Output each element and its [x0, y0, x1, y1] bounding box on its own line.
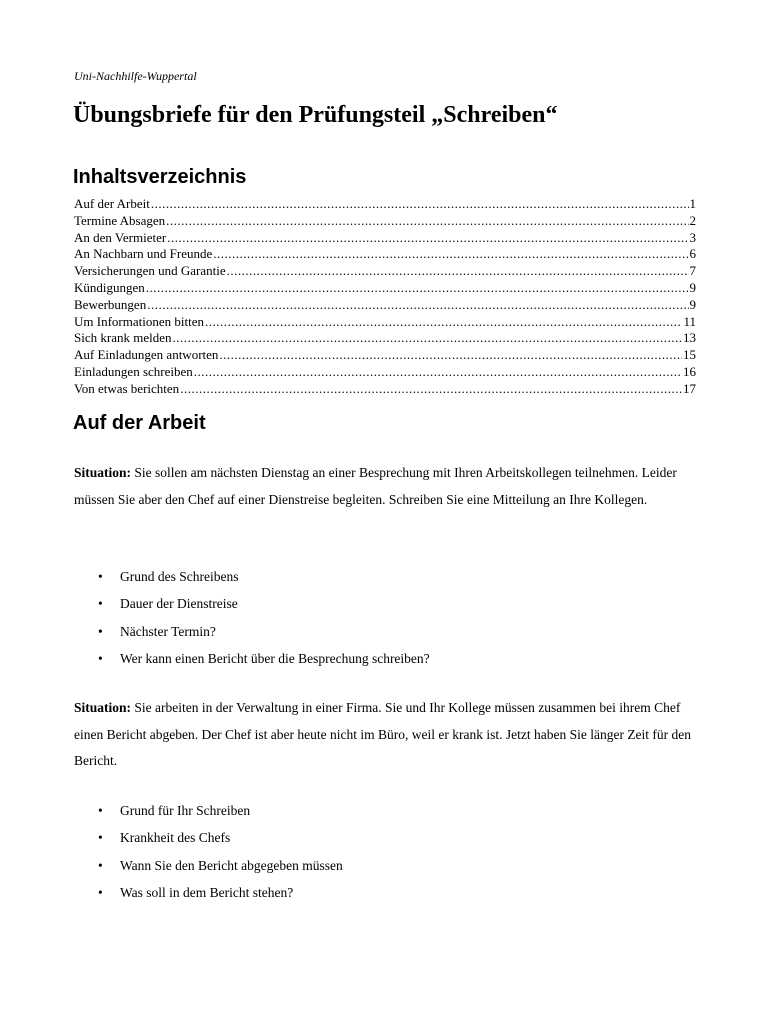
list-item	[98, 801, 343, 828]
toc-entry-title: Bewerbungen	[74, 296, 147, 312]
toc-entry-title: Auf Einladungen antworten	[74, 347, 219, 363]
list-item-text: Grund für Ihr Schreiben	[120, 803, 251, 818]
toc-leader	[205, 314, 683, 331]
toc-heading: Inhaltsverzeichnis	[73, 166, 247, 188]
toc-entry-page: 15	[683, 347, 696, 363]
toc-entry[interactable]	[74, 196, 696, 213]
toc-entry-page: 3	[689, 229, 696, 245]
list-item	[98, 567, 430, 594]
toc-leader	[151, 196, 689, 213]
list-item	[98, 594, 430, 621]
toc-entry-title: Kündigungen	[74, 279, 145, 295]
toc-entry-title: Einladungen schreiben	[74, 363, 193, 379]
bullet-list	[98, 567, 430, 676]
toc-entry[interactable]	[74, 297, 696, 314]
toc-entry-title: Sich krank melden	[74, 330, 172, 346]
toc-entry-page: 1	[689, 196, 696, 211]
bullet-icon: •	[98, 830, 103, 846]
toc-entry-page: 7	[689, 263, 696, 279]
table-of-contents	[74, 196, 696, 398]
toc-entry[interactable]	[74, 364, 696, 381]
bullet-icon: •	[98, 857, 103, 873]
toc-entry-page: 9	[689, 296, 696, 312]
bullet-icon: •	[98, 623, 103, 639]
toc-entry-title: An Nachbarn und Freunde	[74, 246, 213, 262]
list-item	[98, 828, 343, 855]
list-item	[98, 856, 343, 883]
list-item	[98, 649, 430, 676]
list-item-text: Dauer der Dienstreise	[120, 596, 238, 612]
toc-entry-title: Von etwas berichten	[74, 380, 180, 396]
toc-entry[interactable]	[74, 314, 696, 331]
list-item-text: Wer kann einen Bericht über die Besprechung schreiben?	[120, 650, 430, 666]
toc-entry[interactable]	[74, 263, 696, 280]
bullet-icon: •	[98, 596, 103, 612]
toc-leader	[219, 347, 682, 364]
toc-entry-page: 17	[683, 380, 696, 396]
situation-label: Situation:	[74, 465, 132, 480]
list-item-text: Was soll in dem Bericht stehen?	[120, 884, 294, 900]
toc-entry[interactable]	[74, 230, 696, 247]
section-heading: Auf der Arbeit	[73, 412, 206, 434]
toc-entry[interactable]	[74, 280, 696, 297]
toc-entry-title: Termine Absagen	[74, 212, 166, 228]
list-item-text: Nächster Termin?	[120, 623, 216, 639]
situation-text: Sie arbeiten in der Verwaltung in einer Firma. Sie und Ihr Kollege müssen zusammen bei ihrem Chef einen Bericht abgeben. Der Chef ist aber heute nicht im Büro, weil er krank ist. Jetzt haben Sie länger Zeit für den Bericht.	[74, 700, 692, 768]
situation-label: Situation:	[74, 700, 132, 715]
toc-entry-page: 13	[683, 330, 696, 346]
situation-paragraph	[74, 460, 698, 513]
toc-entry-title: Versicherungen und Garantie	[74, 263, 226, 279]
toc-leader	[227, 263, 689, 280]
toc-entry-title: Auf der Arbeit	[74, 196, 150, 211]
toc-entry-page: 9	[689, 279, 696, 295]
bullet-icon: •	[98, 569, 103, 584]
toc-leader	[172, 330, 682, 347]
bullet-icon: •	[98, 884, 103, 900]
situation-text: Sie sollen am nächsten Dienstag an einer Besprechung mit Ihren Arbeitskollegen teilnehmen. Leider müssen Sie aber den Chef auf einer Dienstreise begleiten. Schreiben Sie eine Mitteilung an Ihre Kollegen.	[74, 465, 677, 507]
list-item	[98, 622, 430, 649]
toc-entry[interactable]	[74, 330, 696, 347]
toc-entry-page: 6	[689, 246, 696, 262]
toc-leader	[147, 297, 688, 314]
toc-entry[interactable]	[74, 347, 696, 364]
toc-entry-page: 16	[683, 363, 696, 379]
toc-leader	[180, 381, 682, 398]
toc-leader	[213, 246, 688, 263]
bullet-icon: •	[98, 650, 103, 666]
situation-paragraph	[74, 695, 698, 775]
list-item-text: Wann Sie den Bericht abgegeben müssen	[120, 857, 343, 873]
toc-entry-title: An den Vermieter	[74, 229, 167, 245]
toc-entry-title: Um Informationen bitten	[74, 313, 204, 329]
list-item-text: Grund des Schreibens	[120, 569, 239, 584]
toc-entry[interactable]	[74, 381, 696, 398]
toc-leader	[194, 364, 682, 381]
document-title: Übungsbriefe für den Prüfungsteil „Schreiben“	[73, 102, 558, 128]
bullet-list	[98, 801, 343, 910]
bullet-icon: •	[98, 803, 103, 818]
toc-entry[interactable]	[74, 246, 696, 263]
toc-entry[interactable]	[74, 213, 696, 230]
toc-leader	[166, 213, 688, 230]
toc-entry-page: 11	[683, 313, 696, 329]
list-item	[98, 883, 343, 910]
header-site-name: Uni-Nachhilfe-Wuppertal	[74, 69, 197, 83]
toc-entry-page: 2	[689, 212, 696, 228]
toc-leader	[167, 230, 688, 247]
list-item-text: Krankheit des Chefs	[120, 830, 231, 846]
toc-leader	[146, 280, 689, 297]
